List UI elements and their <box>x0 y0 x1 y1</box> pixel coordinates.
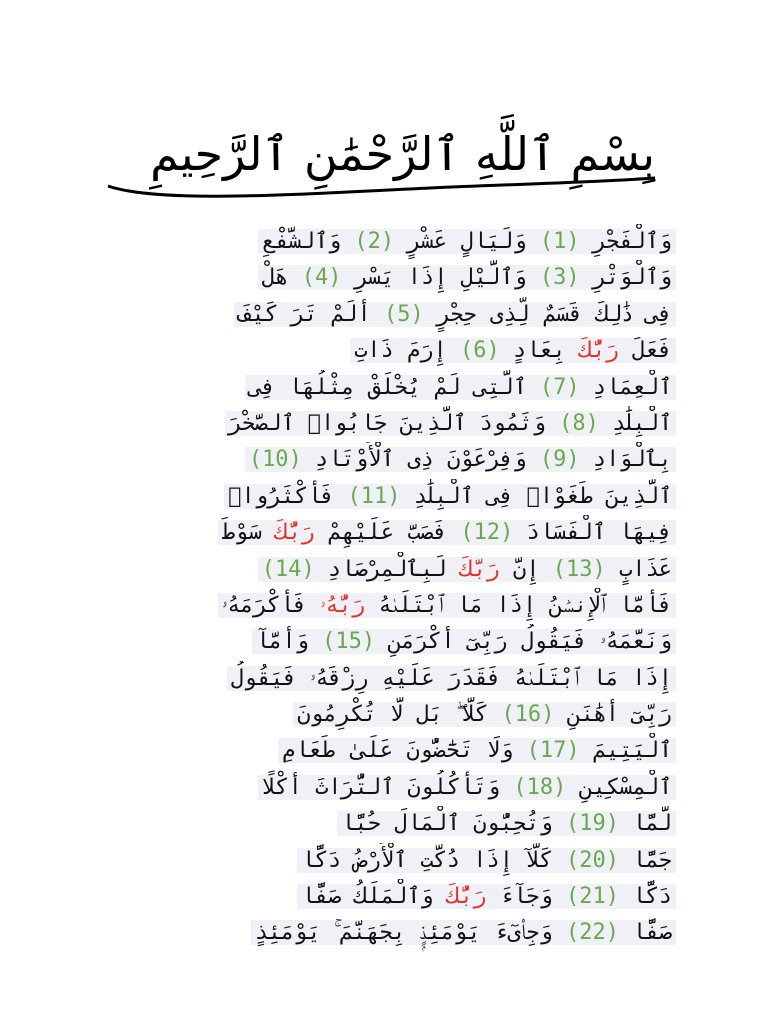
verse-line <box>76 515 676 551</box>
verse-segment: وَتَأْكُلُونَ ٱلتُّرَاثَ أَكْلًا <box>262 774 514 800</box>
verse-number: (3) <box>539 265 580 291</box>
verse-segment: فَأَكْثَرُوا۟ <box>228 483 348 509</box>
verse-segment: لَّمًّا <box>619 811 672 837</box>
verse-number: (6) <box>460 338 500 364</box>
verse-segment: سَوْطَ <box>221 520 275 546</box>
verse-segment: وَجِا۟ىٓءَ يَوْمَئِذٍۭ بِجَهَنَّمَ ۚ يَوْمَئِذٍ <box>254 920 567 946</box>
verse-line <box>76 370 676 406</box>
verse-segment: وَٱلَّيْلِ إِذَا يَسْرِ <box>341 265 540 291</box>
verse-number: (1) <box>539 229 580 254</box>
verse-line <box>76 770 676 806</box>
verse-line-text <box>258 265 676 290</box>
verse-number: (20) <box>566 847 620 873</box>
verse-line-text <box>252 629 676 654</box>
verse-number: (15) <box>322 629 376 655</box>
verse-segment: كَلَّآ إِذَا دُكَّتِ ٱلْأَرْضُ دَكًّا <box>301 847 567 873</box>
verse-number: (11) <box>347 483 401 509</box>
verse-segment: ٱلْيَتِيمَ <box>579 738 672 764</box>
verse-line-text <box>337 811 676 836</box>
verse-segment: كَلَّا ۖ بَل لَّا تُكْرِمُونَ <box>297 702 502 728</box>
verse-segment: إِذَا مَا ٱبْتَلَىٰهُ فَقَدَرَ عَلَيْهِ رِزْقَهُۥ فَيَقُولُ <box>230 665 672 691</box>
verse-line <box>76 733 676 769</box>
verse-segment: ٱلْبِلَٰدِ <box>598 410 672 436</box>
verse-segment: رَبِّىٓ أَهَٰنَنِ <box>554 702 672 728</box>
verse-segment: ٱلَّذِينَ طَغَوْا۟ فِى ٱلْبِلَٰدِ <box>400 483 672 509</box>
highlighted-word: رَبَّكَ <box>460 556 500 582</box>
verse-segment: ٱلْمِسْكِينِ <box>566 774 672 800</box>
verse-line-text <box>245 447 676 472</box>
verse-line-text <box>218 593 676 618</box>
verse-segment: بِٱلْوَادِ <box>579 447 672 473</box>
verse-line-text <box>293 702 676 727</box>
verse-segment: إِنَّ <box>499 556 553 582</box>
highlighted-word: رَبُّهُۥ <box>319 592 366 618</box>
verse-number: (13) <box>552 556 606 582</box>
verse-segment: هَلْ <box>262 265 302 291</box>
verse-line-text <box>297 884 676 909</box>
verse-line <box>76 624 676 660</box>
highlighted-word: رَبُّكَ <box>274 520 315 546</box>
verse-segment: فَأَكْرَمَهُۥ <box>221 592 320 618</box>
verse-number: (18) <box>513 774 567 800</box>
verse-line-text <box>258 557 676 582</box>
verse-segment: وَٱلْوَتْرِ <box>579 265 672 291</box>
verse-segment: وَٱلشَّفْعِ <box>262 229 355 254</box>
verse-segment: وَنَعَّمَهُۥ فَيَقُولُ رَبِّىٓ أَكْرَمَنِ <box>375 629 672 655</box>
verse-number: (8) <box>559 410 599 436</box>
verse-line <box>76 297 676 333</box>
verse-segment: إِرَمَ ذَاتِ <box>354 338 461 364</box>
verse-number: (19) <box>566 811 620 837</box>
verse-segment: وَٱلْمَلَكُ صَفًّا <box>301 884 447 910</box>
verse-segment: وَفِرْعَوْنَ ذِى ٱلْأَوْتَادِ <box>301 447 540 473</box>
verse-segment: فِى ذَٰلِكَ قَسَمٌ لِّذِى حِجْرٍ <box>423 301 672 327</box>
verse-number: (22) <box>566 920 620 946</box>
verse-line <box>76 406 676 442</box>
verse-line-text <box>234 302 676 327</box>
verse-number: (9) <box>539 447 580 473</box>
verse-line-text <box>258 229 676 254</box>
verse-segment: لَبِٱلْمِرْصَادِ <box>314 556 461 582</box>
verse-number: (7) <box>539 374 580 400</box>
verse-line-text <box>225 411 676 436</box>
verse-segment: وَلَا تَحَٰٓضُّونَ عَلَىٰ طَعَامِ <box>282 738 527 764</box>
verse-segment: فَأَمَّا ٱلْإِنسَٰنُ إِذَا مَا ٱبْتَلَىٰهُ <box>365 592 672 618</box>
verse-line-text <box>245 375 676 400</box>
verse-line <box>76 260 676 296</box>
verse-segment: دَكًّا <box>619 884 672 910</box>
verse-line <box>76 879 676 915</box>
verse-line-text <box>297 848 676 873</box>
verse-segment: فَعَلَ <box>619 338 672 364</box>
verse-segment: عَذَابٍ <box>605 556 672 582</box>
verse-segment: وَأَمَّآ <box>255 629 323 655</box>
verse-line <box>76 552 676 588</box>
verse-number: (2) <box>354 229 395 254</box>
verse-line-text <box>227 666 676 691</box>
verse-segment: بِعَادٍ <box>499 338 580 364</box>
verse-line-text <box>258 775 676 800</box>
bismillah-graphic <box>100 108 670 208</box>
bismillah-text: بِسْمِ ٱللَّهِ ٱلرَّحْمَٰنِ ٱلرَّحِيمِ <box>150 127 655 181</box>
verse-segment: وَجَآءَ <box>486 884 567 910</box>
verse-segment: ٱلْعِمَادِ <box>579 374 672 400</box>
verse-segment: صَفًّا <box>619 920 672 946</box>
verse-line <box>76 224 676 260</box>
bismillah-calligraphy <box>100 108 670 208</box>
verse-line-text <box>350 338 676 363</box>
verse-segment: ٱلَّتِى لَمْ يُخْلَقْ مِثْلُهَا فِى <box>248 374 540 400</box>
verse-line <box>76 843 676 879</box>
verse-segment: وَٱلْفَجْرِ <box>579 229 672 254</box>
verse-line-text <box>224 484 676 509</box>
verse-text-block <box>76 224 676 952</box>
verse-number: (4) <box>301 265 342 291</box>
verse-line-text <box>218 520 676 545</box>
verse-segment: أَلَمْ تَرَ كَيْفَ <box>238 301 385 327</box>
verse-line-text <box>251 920 676 945</box>
verse-segment: وَثَمُودَ ٱلَّذِينَ جَابُوا۟ ٱلصَّخْرَ <box>228 410 560 436</box>
verse-line <box>76 442 676 478</box>
verse-segment: وَلَيَالٍ عَشْرٍ <box>394 229 540 254</box>
verse-line <box>76 806 676 842</box>
verse-line <box>76 915 676 951</box>
verse-number: (16) <box>501 702 555 728</box>
highlighted-word: رَبُّكَ <box>446 884 487 910</box>
verse-number: (10) <box>248 447 302 473</box>
verse-segment: فِيهَا ٱلْفَسَادَ <box>513 520 672 546</box>
verse-number: (5) <box>384 301 424 327</box>
verse-segment: جَمًّا <box>619 847 672 873</box>
verse-line <box>76 697 676 733</box>
verse-line <box>76 588 676 624</box>
verse-line <box>76 333 676 369</box>
highlighted-word: رَبُّكَ <box>579 338 620 364</box>
verse-segment: وَتُحِبُّونَ ٱلْمَالَ حُبًّا <box>341 811 567 837</box>
verse-line <box>76 479 676 515</box>
verse-number: (21) <box>566 884 620 910</box>
verse-line-text <box>278 738 676 763</box>
verse-number: (12) <box>460 520 514 546</box>
verse-segment: فَصَبَّ عَلَيْهِمْ <box>314 520 461 546</box>
verse-number: (17) <box>526 738 580 764</box>
verse-number: (14) <box>261 556 315 582</box>
verse-line <box>76 661 676 697</box>
